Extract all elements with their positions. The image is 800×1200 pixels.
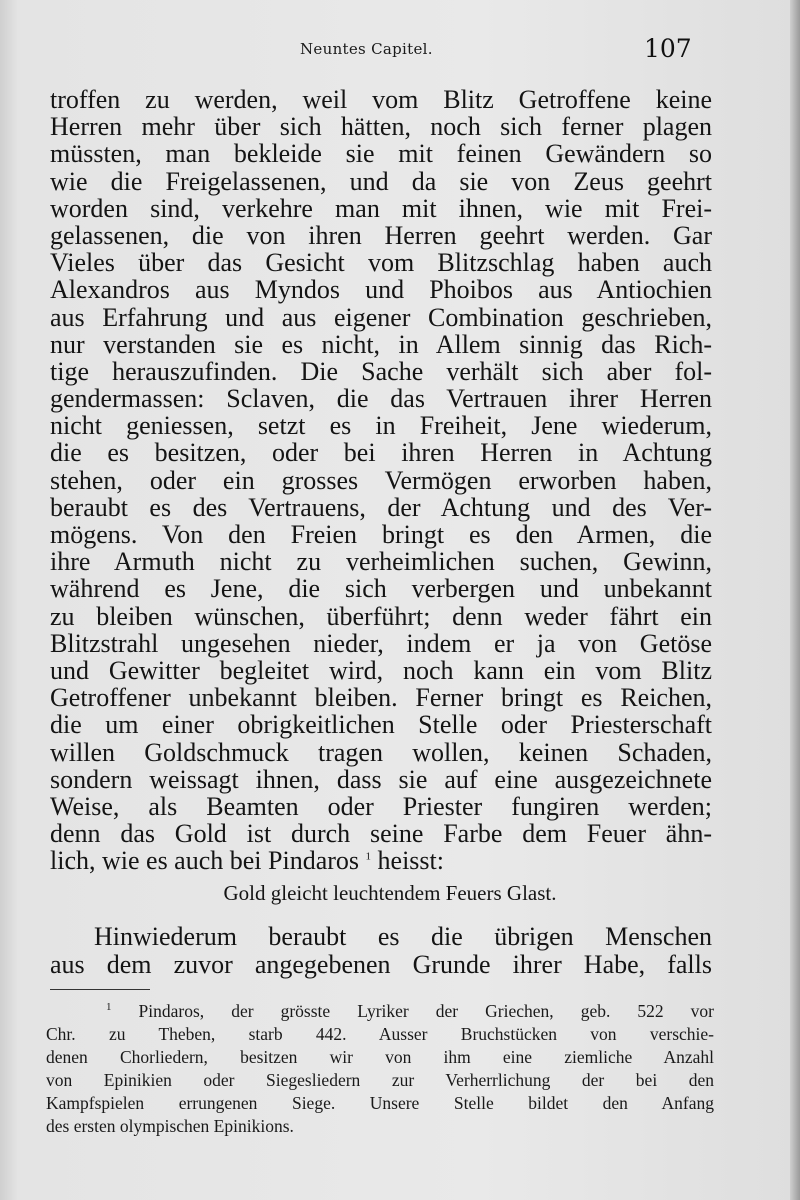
footnote-line	[46, 1000, 714, 1023]
text-line: troffen zu werden, weil vom Blitz Getroffene keine	[50, 85, 712, 114]
text-line: denn das Gold ist durch seine Farbe dem Feuer ähn-	[50, 819, 712, 849]
page-header	[0, 34, 800, 74]
text-line: sondern weissagt ihnen, dass sie auf eine ausgezeichnete	[50, 764, 712, 794]
text-line: stehen, oder ein grosses Vermögen erworben haben,	[50, 465, 712, 495]
footnote-line: denen Chorliedern, besitzen wir von ihm eine ziemliche Anzahl	[46, 1047, 714, 1067]
footnote-line: Chr. zu Theben, starb 442. Ausser Bruchstücken von verschie-	[46, 1024, 714, 1044]
text-line-with-footnote	[50, 847, 712, 874]
footnote-divider	[50, 989, 150, 990]
footnote-line: des ersten olympischen Epinikions.	[46, 1116, 294, 1136]
text-line: mögens. Von den Freien bringt es den Armen, die	[50, 520, 712, 549]
text-line: Vieles über das Gesicht vom Blitzschlag haben auch	[50, 248, 712, 278]
text-line: zu bleiben wünschen, überführt; denn weder fährt ein	[50, 601, 712, 631]
verse-quotation: Gold gleicht leuchtendem Feuers Glast.	[223, 881, 557, 905]
text-line: beraubt es des Vertrauens, der Achtung und des Ver-	[50, 492, 712, 522]
text-line: Getroffener unbekannt bleiben. Ferner bringt es Reichen,	[50, 683, 712, 713]
text-line: während es Jene, die sich verbergen und unbekannt	[50, 574, 712, 604]
text-line: nur verstanden sie es nicht, in Allem sinnig das Rich-	[50, 329, 712, 359]
running-head: Neuntes Capitel.	[300, 40, 433, 58]
text-line: die um einer obrigkeitlichen Stelle oder Priesterschaft	[50, 710, 712, 740]
footnote	[46, 1000, 714, 1138]
text-line: Herren mehr über sich hätten, noch sich ferner plagen	[50, 112, 712, 142]
text-line: willen Goldschmuck tragen wollen, keinen Schaden,	[50, 737, 712, 767]
footnote-reference: 1	[365, 850, 372, 863]
page-edge-shadow	[790, 0, 800, 1200]
text-fragment: heisst:	[377, 846, 444, 876]
text-line: müssten, man bekleide sie mit feinen Gewändern so	[50, 139, 712, 169]
text-line: aus Erfahrung und aus eigener Combination geschrieben,	[50, 302, 712, 332]
text-line: Blitzstrahl ungesehen nieder, indem er ja von Getöse	[50, 628, 712, 658]
text-line: gelassenen, die von ihren Herren geehrt werden. Gar	[50, 220, 712, 250]
text-line: gendermassen: Sclaven, die das Vertrauen ihrer Herren	[50, 384, 712, 414]
text-line: wie die Freigelassenen, und da sie von Zeus geehrt	[50, 166, 712, 196]
text-line: und Gewitter begleitet wird, noch kann ein vom Blitz	[50, 655, 712, 685]
text-line: worden sind, verkehre man mit ihnen, wie mit Frei-	[50, 193, 712, 223]
text-line: Weise, als Beamten oder Priester fungiren werden;	[50, 791, 712, 821]
text-fragment: lich, wie es auch bei Pindaros	[50, 846, 360, 876]
text-line: Hinwiederum beraubt es die übrigen Menschen	[94, 922, 712, 951]
footnote-marker: 1	[106, 1001, 112, 1014]
footnote-text: Pindaros, der grösste Lyriker der Griechen, geb. 522 vor	[138, 1001, 714, 1021]
text-line: aus dem zuvor angegebenen Grunde ihrer Habe, falls	[50, 950, 712, 979]
text-line: tige herauszufinden. Die Sache verhält sich aber fol-	[50, 356, 712, 386]
continuation-paragraph	[50, 923, 712, 979]
footnote-line: von Epinikien oder Siegesliedern zur Verherrlichung der bei den	[46, 1070, 714, 1090]
page-number: 107	[644, 34, 692, 63]
text-line: nicht geniessen, setzt es in Freiheit, Jene wiederum,	[50, 411, 712, 441]
footnote-line: Kampfspielen errungenen Siege. Unsere Stelle bildet den Anfang	[46, 1093, 714, 1113]
text-line: Alexandros aus Myndos und Phoibos aus Antiochien	[50, 275, 712, 305]
text-line: die es besitzen, oder bei ihren Herren in Achtung	[50, 438, 712, 468]
text-line: ihre Armuth nicht zu verheimlichen suchen, Gewinn,	[50, 547, 712, 577]
main-paragraph	[50, 86, 712, 874]
